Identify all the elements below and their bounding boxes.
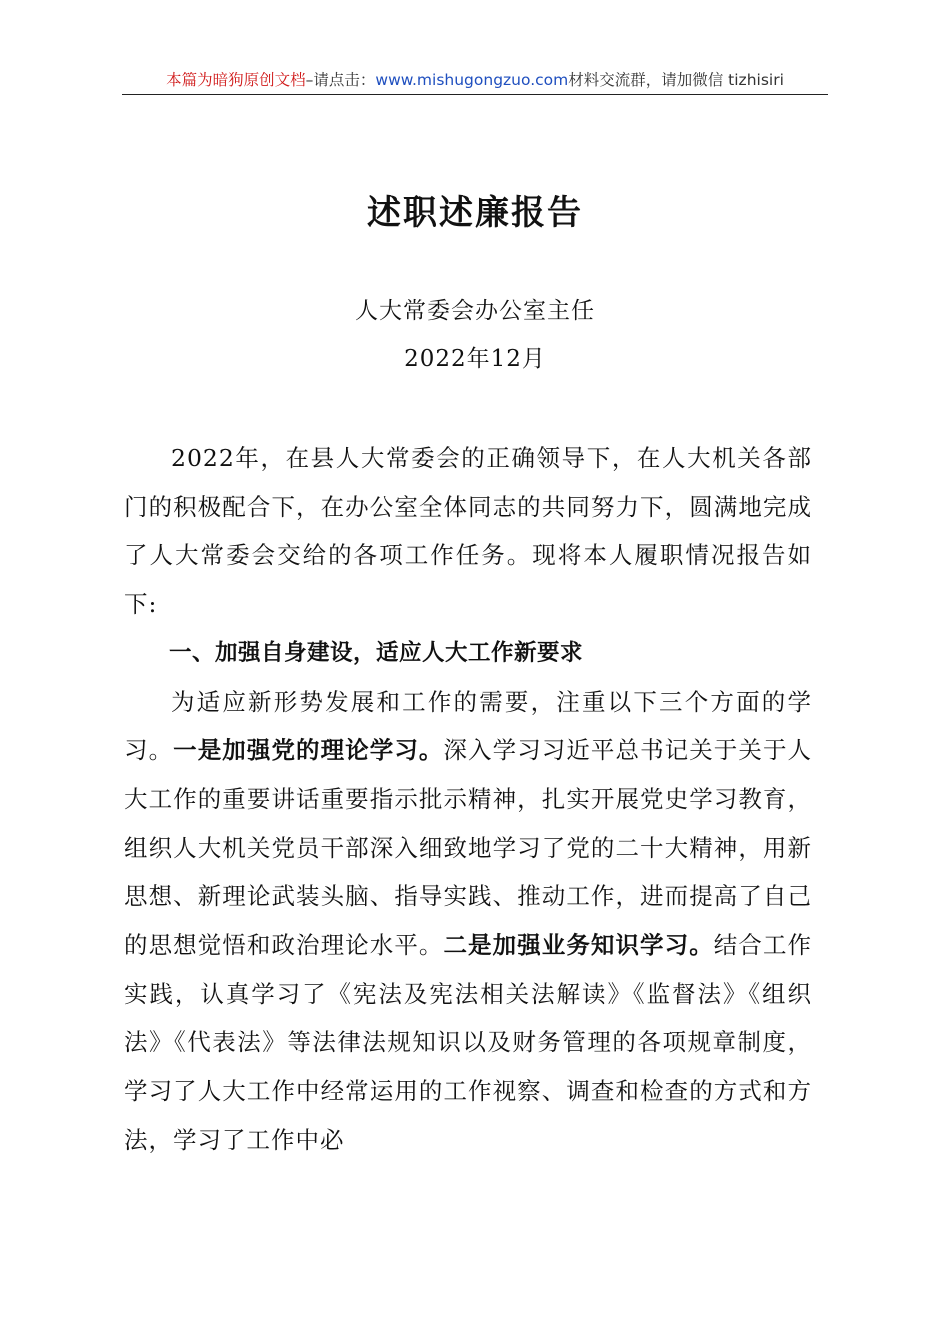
section-paragraph [124,678,812,1165]
section-heading: 一、加强自身建设，适应人大工作新要求 [169,639,584,666]
point-1-text: 深入学习习近平总书记关于关于人大工作的重要讲话重要指示批示精神，扎实开展党史学习教育，组织人大机关党员干部深入细致地学习了党的二十大精神，用新思想、新理论武装头脑、指导实践、推动工作，进而提高了自己的思想觉悟和政治理论水平。 [124,736,813,960]
point-2-text: 结合工作实践，认真学习了《宪法及宪法相关法解读》《监督法》《组织法》《代表法》等法律法规知识以及财务管理的各项规章制度，学习了人大工作中经常运用的工作视察、调查和检查的方式和方法，学习了工作中必 [124,931,813,1154]
page-header [122,66,828,95]
click-label: –请点击： [305,71,376,89]
point-1-title: 一是加强党的理论学习。 [173,736,444,765]
author-line: 人大常委会办公室主任 [355,298,595,324]
site-link[interactable]: www.mishugongzuo.com [375,71,569,89]
document-title: 述职述廉报告 [367,193,583,233]
original-notice: 本篇为暗狗原创文档 [166,71,306,89]
section-lead: 为适应新形势发展和工作的需要，注重以下三个方面的学习。 [124,687,812,765]
point-2-title: 二是加强业务知识学习。 [443,931,714,960]
date-line: 2022年12月 [404,346,546,372]
document-body [124,434,812,1165]
contact-text: 材料交流群，请加微信 tizhisiri [568,71,784,89]
intro-paragraph: 2022年，在县人大常委会的正确领导下，在人大机关各部门的积极配合下，在办公室全体同志的共同努力下，圆满地完成了人大常委会交给的各项工作任务。现将本人履职情况报告如下: [124,444,812,619]
